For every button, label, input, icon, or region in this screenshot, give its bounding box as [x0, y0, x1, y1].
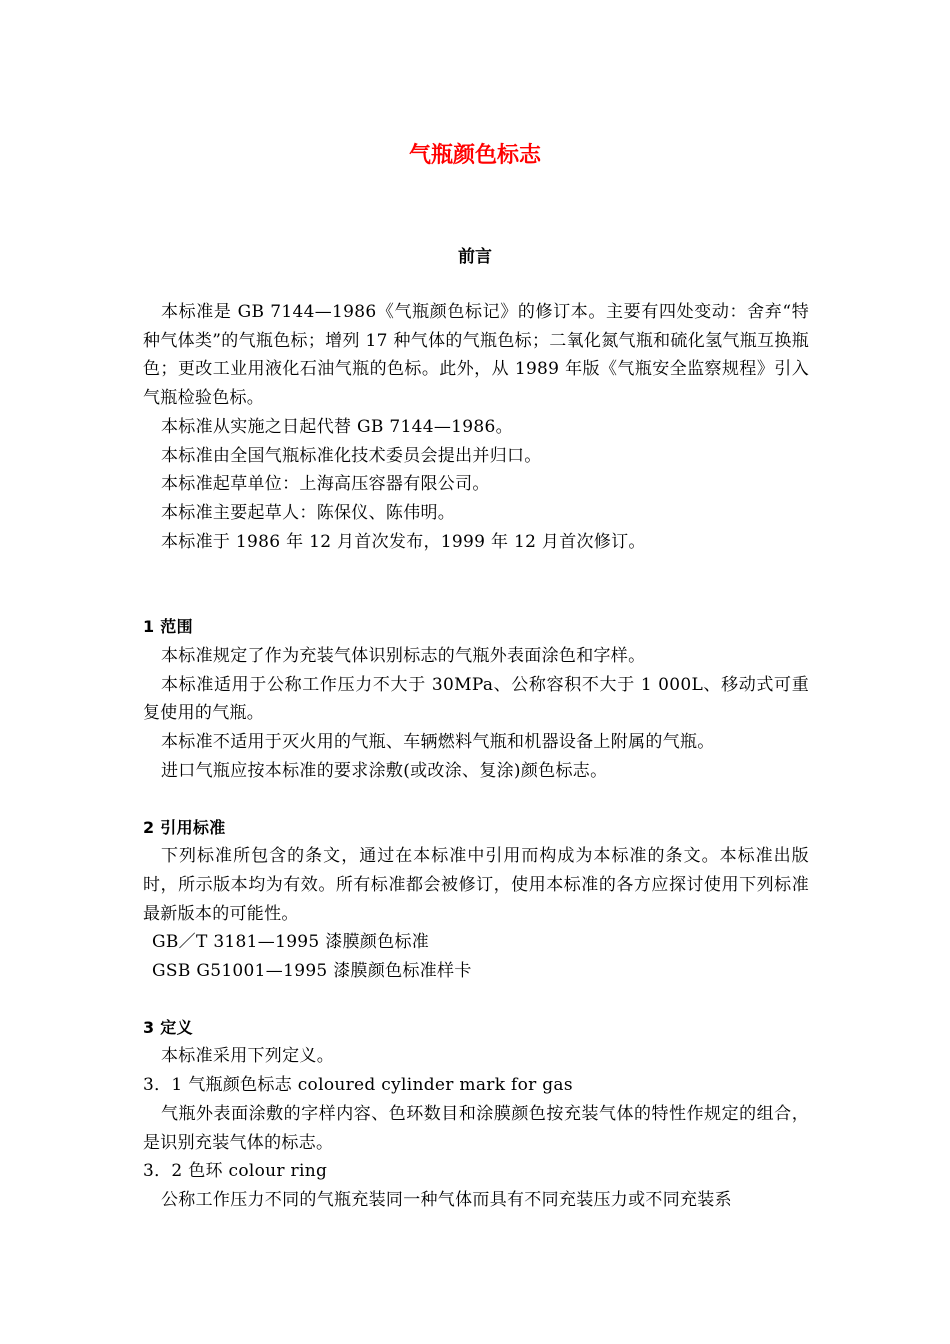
document-body [143, 298, 809, 1215]
scope-paragraph: 本标准规定了作为充装气体识别标志的气瓶外表面涂色和字样。 [161, 646, 646, 667]
reference-item: GB／T 3181—1995 漆膜颜色标准 [152, 932, 430, 953]
section-heading-definitions: 3 定义 [143, 1017, 193, 1037]
section-heading-references: 2 引用标准 [143, 817, 226, 837]
section-heading-scope: 1 范围 [143, 617, 193, 637]
reference-item: GSB G51001—1995 漆膜颜色标准样卡 [152, 961, 472, 982]
scope-paragraph: 进口气瓶应按本标准的要求涂敷(或改涂、复涂)颜色标志。 [161, 760, 608, 781]
foreword-paragraph: 本标准从实施之日起代替 GB 7144—1986。 [161, 416, 513, 437]
definition-text: 气瓶外表面涂敷的字样内容、色环数目和涂膜颜色按充装气体的特性作规定的组合，是识别充装气体的标志。 [143, 1103, 809, 1153]
scope-paragraph: 本标准不适用于灭火用的气瓶、车辆燃料气瓶和机器设备上附属的气瓶。 [161, 732, 715, 753]
foreword-paragraph: 本标准是 GB 7144—1986《气瓶颜色标记》的修订本。主要有四处变动：舍弃“特种气体类”的气瓶色标；增列 17 种气体的气瓶色标；二氧化氮气瓶和硫化氢气瓶互换瓶色；更改工业用液化石油气瓶的色标。此外，从 1989 年版《气瓶安全监察规程》引入气瓶检验色标。 [143, 302, 809, 409]
document-title: 气瓶颜色标志 [408, 143, 541, 168]
definition-term: 3．2 色环 colour ring [143, 1161, 328, 1182]
references-paragraph: 下列标准所包含的条文，通过在本标准中引用而构成为本标准的条文。本标准出版时，所示版本均为有效。所有标准都会被修订，使用本标准的各方应探讨使用下列标准最新版本的可能性。 [143, 846, 809, 924]
definitions-intro: 本标准采用下列定义。 [161, 1046, 334, 1067]
foreword-heading: 前言 [458, 247, 492, 267]
foreword-paragraph: 本标准主要起草人：陈保仪、陈伟明。 [161, 502, 456, 523]
definition-text: 公称工作压力不同的气瓶充装同一种气体而具有不同充装压力或不同充装系 [161, 1189, 732, 1210]
definition-term: 3．1 气瓶颜色标志 coloured cylinder mark for gas [143, 1075, 573, 1096]
foreword-paragraph: 本标准于 1986 年 12 月首次发布，1999 年 12 月首次修订。 [161, 531, 646, 552]
scope-paragraph: 本标准适用于公称工作压力不大于 30MPa、公称容积不大于 1 000L、移动式可重复使用的气瓶。 [143, 674, 809, 724]
foreword-paragraph: 本标准起草单位：上海高压容器有限公司。 [161, 474, 490, 495]
foreword-paragraph: 本标准由全国气瓶标准化技术委员会提出并归口。 [161, 445, 542, 466]
